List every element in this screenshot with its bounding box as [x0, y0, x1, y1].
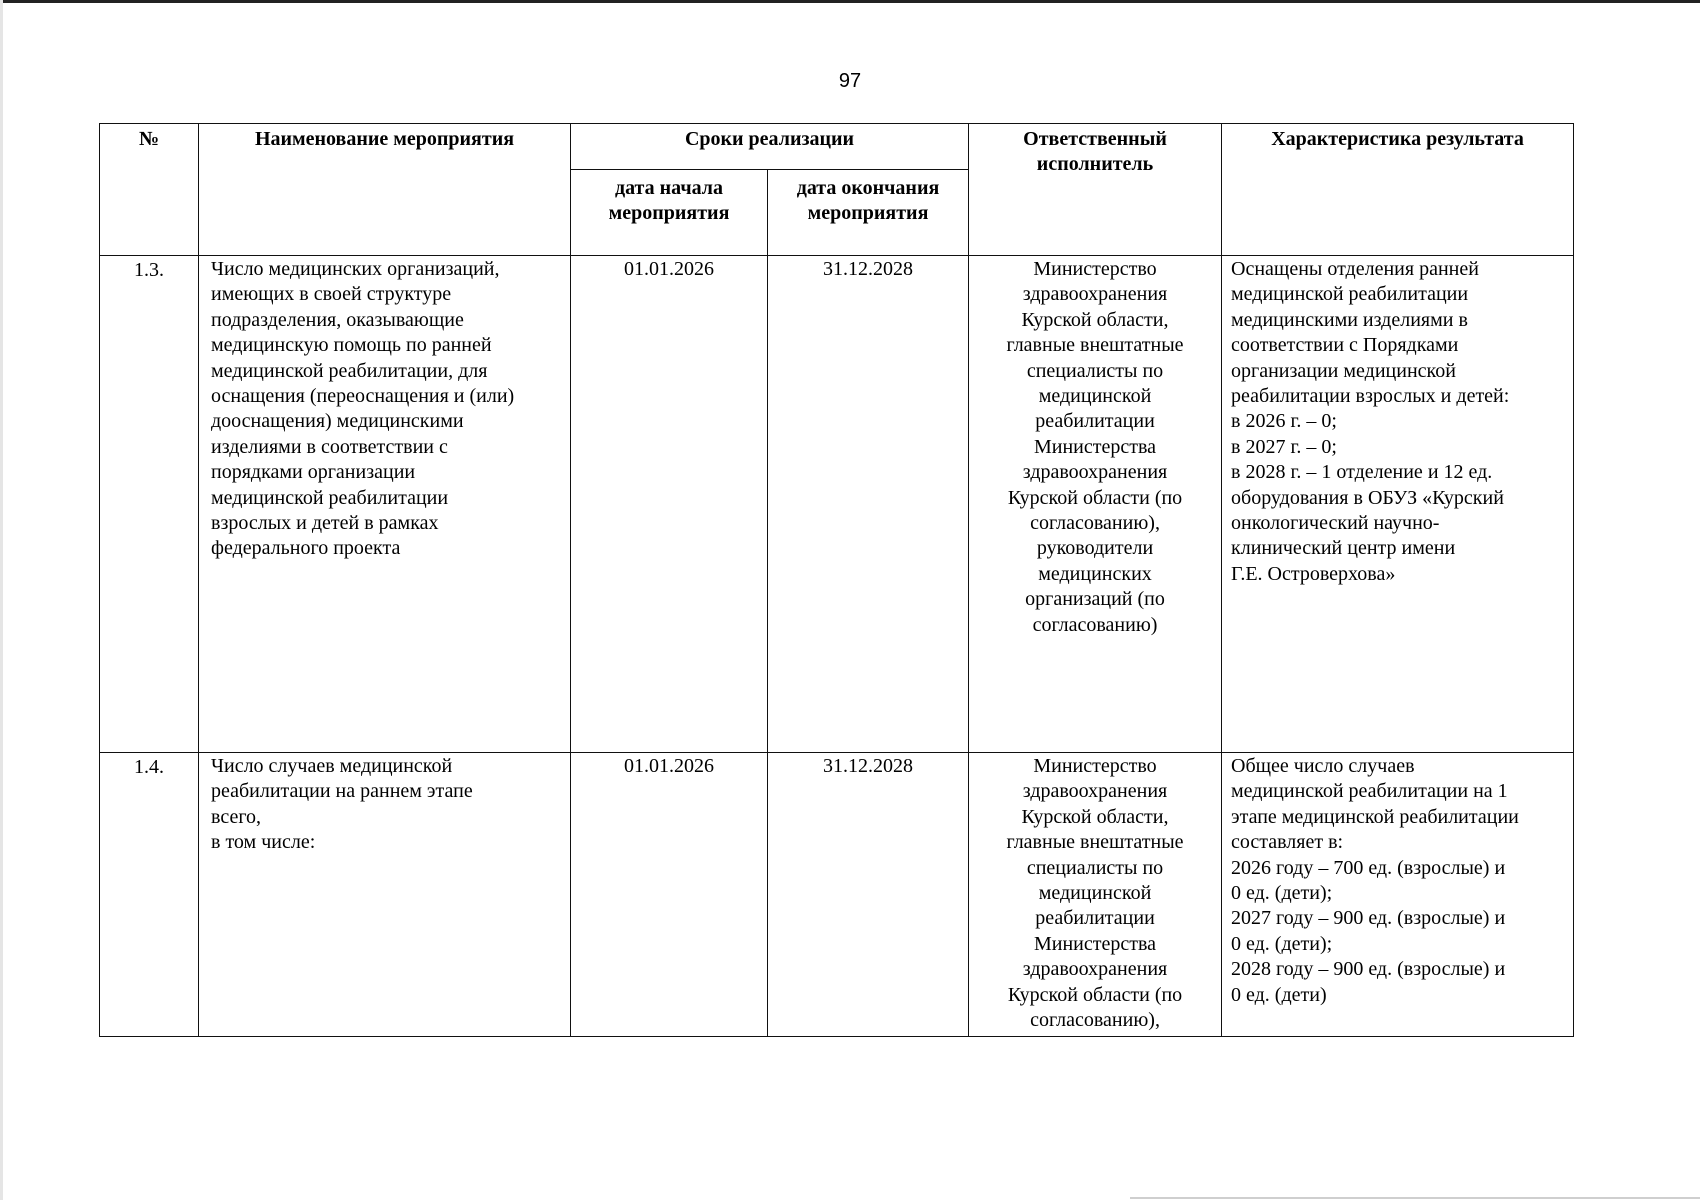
responsible-line: организаций (по [1025, 588, 1165, 611]
responsible-line: главные внештатные [1006, 831, 1184, 854]
result-line: в 2027 г. – 0; [1231, 435, 1337, 458]
result-line: Оснащены отделения ранней [1231, 258, 1479, 280]
result-line: медицинской реабилитации [1231, 283, 1469, 306]
header-terms: Сроки реализации [571, 124, 969, 170]
header-start-line: дата начала [614, 177, 724, 199]
activity-name-line: изделиями в соответствии с [211, 435, 448, 458]
responsible-line: Курской области, [1021, 308, 1169, 331]
responsible-line: Курской области (по [1007, 983, 1183, 1006]
responsible-line: согласованию), [1030, 1009, 1160, 1032]
responsible-line: Курской области, [1021, 805, 1169, 828]
result-line: онкологический научно- [1231, 512, 1440, 535]
header-end-line: мероприятия [807, 202, 929, 225]
responsible-line: здравоохранения [1022, 283, 1168, 306]
responsible-executor [969, 753, 1222, 1037]
activity-name-line: порядками организации [211, 461, 416, 484]
result-line: 0 ед. (дети); [1231, 932, 1333, 955]
table-row [100, 256, 1574, 753]
start-date: 01.01.2026 [571, 256, 768, 753]
activities-table [99, 123, 1574, 1037]
responsible-line: руководители [1036, 537, 1154, 560]
table-row [100, 753, 1574, 1037]
activity-name-line: всего, [211, 805, 262, 828]
responsible-line: Министерства [1033, 435, 1157, 458]
result-line: 0 ед. (дети) [1231, 983, 1327, 1006]
result-line: оборудования в ОБУЗ «Курский [1231, 486, 1504, 509]
activity-name-line: дооснащения) медицинскими [211, 410, 464, 433]
activity-name-line: имеющих в своей структуре [211, 283, 452, 306]
activity-name-line: медицинскую помощь по ранней [211, 334, 492, 357]
header-end-date [768, 170, 969, 256]
activity-name-line: медицинской реабилитации, для [211, 359, 488, 382]
end-date: 31.12.2028 [768, 753, 969, 1037]
responsible-line: здравоохранения [1022, 461, 1168, 484]
activity-name-line: оснащения (переоснащения и (или) [211, 385, 515, 408]
responsible-line: медицинской [1038, 882, 1152, 905]
activity-name-line: подразделения, оказывающие [211, 308, 464, 331]
result-description [1222, 256, 1574, 753]
scan-line-bottom [1130, 1197, 1700, 1199]
result-line: 2027 году – 900 ед. (взрослые) и [1231, 907, 1506, 930]
result-line: медицинской реабилитации на 1 [1231, 780, 1508, 803]
result-line: Общее число случаев [1231, 755, 1415, 777]
activity-name-line: взрослых и детей в рамках [211, 512, 439, 535]
responsible-line: здравоохранения [1022, 958, 1168, 981]
result-line: в 2028 г. – 1 отделение и 12 ед. [1231, 461, 1493, 484]
responsible-line: Курской области (по [1007, 486, 1183, 509]
result-line: 0 ед. (дети); [1231, 882, 1333, 905]
responsible-line: согласованию), [1030, 512, 1160, 535]
responsible-line: Министерство [1033, 755, 1157, 777]
row-number: 1.4. [100, 753, 199, 1037]
result-line: в 2026 г. – 0; [1231, 410, 1337, 433]
responsible-line: Министерства [1033, 932, 1157, 955]
result-line: клинический центр имени [1231, 537, 1456, 560]
page-number: 97 [838, 70, 862, 92]
header-start-line: мероприятия [608, 202, 730, 225]
result-line: медицинскими изделиями в [1231, 308, 1468, 331]
activity-name-line: реабилитации на раннем этапе [211, 780, 473, 803]
responsible-line: медицинских [1038, 562, 1152, 585]
header-num: № [100, 124, 199, 256]
end-date: 31.12.2028 [768, 256, 969, 753]
scan-edge-left [0, 0, 3, 1200]
responsible-line: здравоохранения [1022, 780, 1168, 803]
activity-name-line: Число медицинских организаций, [211, 258, 500, 280]
activity-name-line: в том числе: [211, 831, 316, 854]
responsible-line: Министерство [1033, 258, 1157, 280]
result-line: реабилитации взрослых и детей: [1231, 385, 1510, 408]
start-date: 01.01.2026 [571, 753, 768, 1037]
header-result: Характеристика результата [1222, 124, 1574, 256]
activity-name-line: Число случаев медицинской [211, 755, 453, 777]
responsible-line: согласованию) [1032, 613, 1158, 636]
responsible-line: реабилитации [1035, 907, 1155, 930]
header-start-date [571, 170, 768, 256]
activity-name [199, 256, 571, 753]
scan-edge-top [0, 0, 1700, 3]
activity-name-line: медицинской реабилитации [211, 486, 449, 509]
responsible-line: медицинской [1038, 385, 1152, 408]
header-responsible-line: исполнитель [1036, 153, 1154, 176]
result-line: соответствии с Порядками [1231, 334, 1459, 357]
result-line: этапе медицинской реабилитации [1231, 805, 1519, 828]
header-responsible [969, 124, 1222, 256]
header-end-line: дата окончания [796, 177, 940, 199]
result-line: 2028 году – 900 ед. (взрослые) и [1231, 958, 1506, 981]
activity-name-line: федерального проекта [211, 537, 401, 560]
responsible-line: реабилитации [1035, 410, 1155, 433]
result-line: организации медицинской [1231, 359, 1456, 382]
responsible-line: специалисты по [1026, 856, 1164, 879]
result-line: Г.Е. Островерхова» [1231, 562, 1396, 585]
result-line: составляет в: [1231, 831, 1344, 854]
header-name: Наименование мероприятия [199, 124, 571, 256]
header-responsible-line: Ответственный [1023, 128, 1167, 150]
header-row [100, 124, 1574, 170]
responsible-line: главные внештатные [1006, 334, 1184, 357]
row-number: 1.3. [100, 256, 199, 753]
result-description [1222, 753, 1574, 1037]
responsible-line: специалисты по [1026, 359, 1164, 382]
result-line: 2026 году – 700 ед. (взрослые) и [1231, 856, 1506, 879]
activity-name [199, 753, 571, 1037]
responsible-executor [969, 256, 1222, 753]
